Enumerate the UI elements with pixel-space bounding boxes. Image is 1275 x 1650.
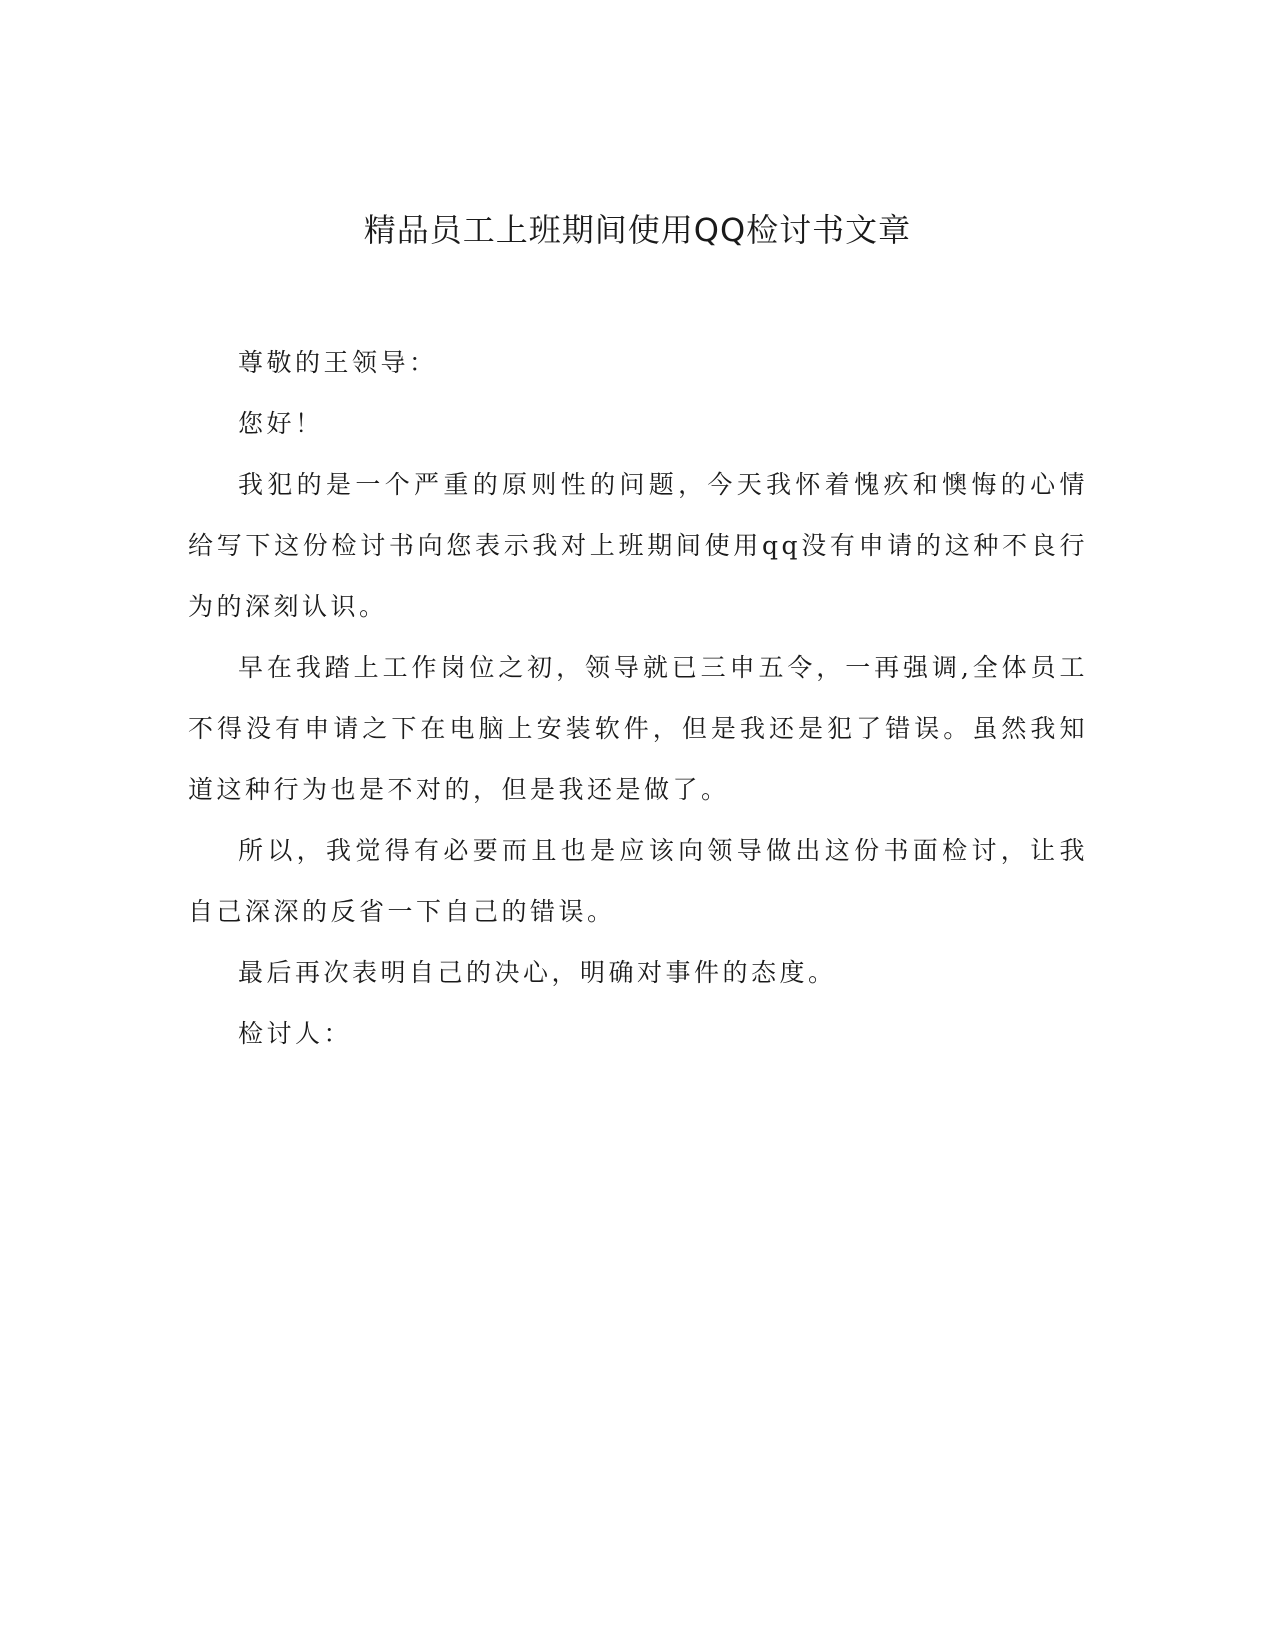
- paragraph-3: 所以，我觉得有必要而且也是应该向领导做出这份书面检讨，让我自己深深的反省一下自己的错误。: [188, 836, 1088, 926]
- paragraph-2: 早在我踏上工作岗位之初，领导就已三申五令，一再强调,全体员工不得没有申请之下在电脑上安装软件，但是我还是犯了错误。虽然我知道这种行为也是不对的，但是我还是做了。: [188, 653, 1088, 804]
- paragraph-1: 我犯的是一个严重的原则性的问题，今天我怀着愧疚和懊悔的心情给写下这份检讨书向您表示我对上班期间使用qq没有申请的这种不良行为的深刻认识。: [188, 470, 1088, 621]
- salutation: 尊敬的王领导：: [238, 348, 438, 377]
- greeting: 您好！: [238, 409, 324, 438]
- signature-label: 检讨人：: [238, 1019, 353, 1048]
- document-body: [188, 332, 1088, 1064]
- document-title: 精品员工上班期间使用QQ检讨书文章: [363, 211, 912, 249]
- paragraph-4: 最后再次表明自己的决心，明确对事件的态度。: [238, 958, 837, 987]
